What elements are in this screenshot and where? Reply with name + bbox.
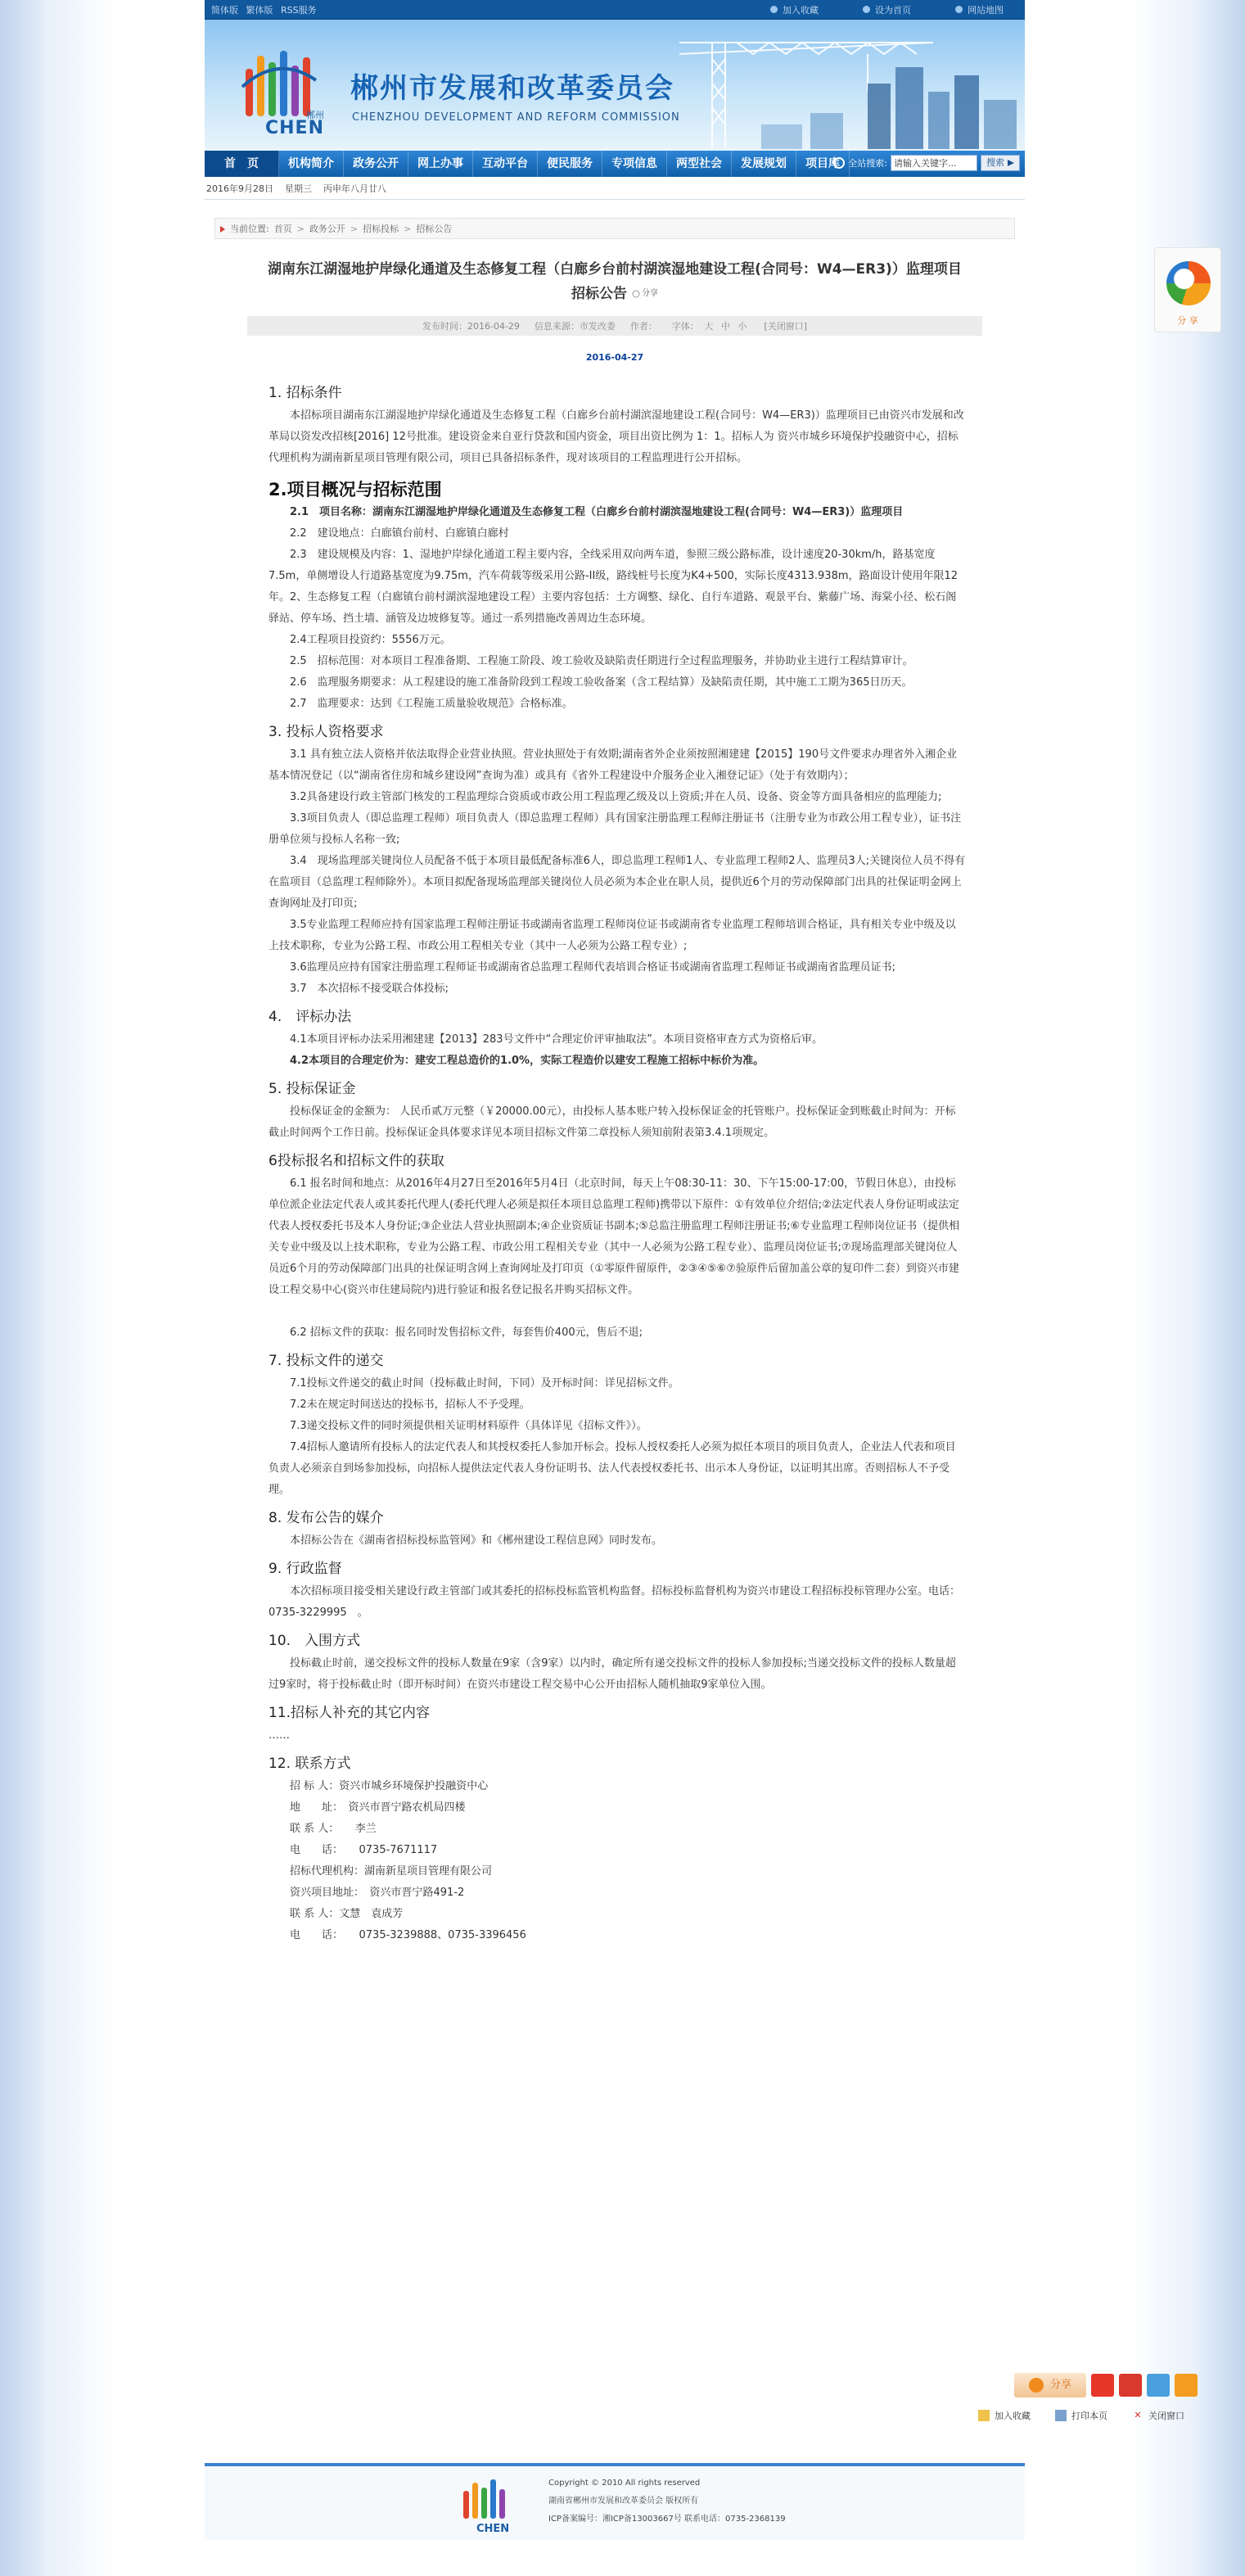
- section-title: 3. 投标人资格要求: [268, 724, 384, 740]
- search-label: 全站搜索:: [848, 158, 887, 169]
- section-title: 12. 联系方式: [268, 1756, 351, 1772]
- section-paragraph: 本招标项目湖南东江湖湿地护岸绿化通道及生态修复工程（白廊乡台前村湖滨湿地建设工程(合同号：W4—ER3)）监理项目已由资兴市发展和改革局以资发改招核[2016] 12号批准。建设资金来自亚行贷款和国内资金，项目出资比例为 1：1。招标人为 资兴市城乡环境保护投融资中心，招标代理机构为湖南新星项目管理有限公司，项目已具备招标条件，现对该项目的工程监理进行公开招标。: [268, 409, 964, 464]
- share-qzone-icon[interactable]: [1147, 2374, 1170, 2397]
- nav-about[interactable]: 机构简介: [279, 151, 344, 177]
- sitemap-icon: [955, 6, 963, 13]
- contact-line: 电 话： 0735-7671117: [290, 1844, 438, 1856]
- footer-copyright: Copyright © 2010 All rights reserved: [548, 2479, 701, 2488]
- section-item: 2.4工程项目投资约：5556万元。: [290, 634, 451, 646]
- add-favorite-tool-label: 加入收藏: [995, 2411, 1031, 2421]
- section-item: 2.7 监理要求：达到《工程施工质量验收规范》合格标准。: [290, 698, 573, 710]
- nav-public-service[interactable]: 便民服务: [538, 151, 602, 177]
- site-title: 郴州市发展和改革委员会: [350, 72, 674, 105]
- breadcrumb-prefix: 当前位置:: [230, 224, 269, 234]
- breadcrumb-separator: >: [404, 223, 412, 234]
- share-renren-icon[interactable]: [1091, 2374, 1114, 2397]
- print-tool-label: 打印本页: [1071, 2411, 1107, 2421]
- section-title: 5. 投标保证金: [268, 1081, 356, 1097]
- contact-info: [268, 1776, 966, 1946]
- close-window-tool-label: 关闭窗口: [1148, 2411, 1184, 2421]
- contact-line: 招 标 人：资兴市城乡环境保护投融资中心: [290, 1780, 489, 1792]
- section-title: 11.招标人补充的其它内容: [268, 1705, 431, 1721]
- section-paragraph: 投标截止时前，递交投标文件的投标人数量在9家（含9家）以内时，确定所有递交投标文件的投标人参加投标;当递交投标文件的投标人数量超过9家时，将于投标截止时（即开标时间）在资兴市建设工程交易中心公开由招标人随机抽取9家单位入围。: [268, 1657, 956, 1691]
- section-item: 7.2未在规定时间送达的投标书，招标人不予受理。: [290, 1399, 530, 1411]
- breadcrumb-separator: >: [350, 223, 359, 234]
- nav-home[interactable]: 首 页: [205, 151, 279, 177]
- section-paragraph: 6.2 招标文件的获取：报名同时发售招标文件，每套售价400元，售后不退;: [290, 1326, 643, 1339]
- close-window-tool[interactable]: [1132, 2409, 1184, 2422]
- share-logo-icon: [1029, 2378, 1044, 2393]
- home-icon: [863, 6, 870, 13]
- section-paragraph: 本招标公告在《湖南省招标投标监管网》和《郴州建设工程信息网》同时发布。: [290, 1534, 663, 1547]
- page-container: [205, 0, 1025, 2576]
- close-window-link[interactable]: [关闭窗口]: [764, 321, 808, 332]
- top-actions: [770, 3, 1018, 16]
- footer-logo: [458, 2474, 524, 2535]
- date-bar: [205, 177, 1025, 200]
- floating-share-label: 分 享: [1177, 315, 1198, 326]
- add-favorite-label: 加入收藏: [783, 4, 819, 16]
- section-item: 4.1本项目评标办法采用湘建建【2013】283号文件中“合理定价评审抽取法”。本项目资格审查方式为资格后审。: [290, 1033, 823, 1046]
- section-item: 2.3 建设规模及内容：1、湿地护岸绿化通道工程主要内容，全线采用双向两车道，参照三级公路标准，设计速度20-30km/h，路基宽度7.5m，单侧增设人行道路基宽度为9.75m，汽车荷载等级采用公路-II级，路线桩号长度为K4+500，实际长度4313.938m，路面设计使用年限12年。2、生态修复工程（白廊镇台前村湖滨湿地建设工程）主要内容包括：土方调整、绿化、自行车道路、观景平台、紫藤广场、海棠小径、松石阁驿站、停车场、挡土墙、涵管及边坡修复等。通过一系列措施改善周边生态环境。: [268, 549, 959, 625]
- breadcrumb: [214, 218, 1015, 239]
- nav-development-plan[interactable]: 发展规划: [732, 151, 796, 177]
- title-share-button[interactable]: [632, 282, 658, 306]
- section-item: 2.2 建设地点：白廊镇台前村、白廊镇白廊村: [290, 527, 509, 540]
- section-item: 3.4 现场监理部关键岗位人员配备不低于本项目最低配备标准6人，即总监理工程师1人、专业监理工程师2人、监理员3人;关键岗位人员不得有在监项目（总监理工程师除外）。本项目拟配备现场监理部关键岗位人员必须为本企业在职人员，提供近6个月的劳动保障部门出具的社保证明金网上查询网址及打印页;: [268, 855, 966, 910]
- breadcrumb-separator: >: [296, 223, 304, 234]
- logo-chen-text: CHEN: [265, 118, 324, 138]
- link-traditional[interactable]: 繁体版: [246, 4, 273, 16]
- font-size-switch: [672, 319, 750, 332]
- article-title-wrap: [237, 257, 992, 306]
- section-item: 7.4招标人邀请所有投标人的法定代表人和其授权委托人参加开标会。投标人授权委托人必须为拟任本项目的项目负责人，企业法人代表和项目负责人必须亲自到场参加投标，向招标人提供法定代表人身份证明书、法人代表授权委托书、出示本人身份证，以证明其出席。否则招标人不予受理。: [268, 1441, 956, 1496]
- article-title: 湖南东江湖湿地护岸绿化通道及生态修复工程（白廊乡台前村湖滨湿地建设工程(合同号：W4—ER3)）监理项目招标公告: [268, 261, 962, 302]
- search-button[interactable]: [981, 155, 1020, 171]
- contact-line: 资兴项目地址： 资兴市晋宁路491-2: [290, 1887, 465, 1899]
- section-item: 3.7 本次招标不接受联合体投标;: [290, 983, 449, 995]
- close-icon: ✕: [1134, 2410, 1142, 2420]
- search-button-label: 搜索: [986, 157, 1004, 168]
- search-icon: [833, 157, 845, 169]
- font-size-small[interactable]: 小: [738, 321, 747, 332]
- header-banner: [205, 20, 1025, 151]
- top-bar: [205, 0, 1025, 20]
- section-paragraph: 6.1 报名时间和地点：从2016年4月27日至2016年5月4日（北京时间，每天上午08:30-11：30、下午15:00-17:00，节假日休息），由投标单位派企业法定代表人或其委托代理人(委托代理人必须是拟任本项目总监理工程师)携带以下原件：①有效单位介绍信;②法定代表人身份证明或法定代表人授权委托书及本人身份证;③企业法人营业执照副本;④企业资质证书副本;⑤总监注册监理工程师注册证书;⑥专业监理工程师岗位证书（提供相关专业中级及以上技术职称，专业为公路工程、市政公用工程相关专业（其中一人必须为公路工程专业）、监理员岗位证书;⑦现场监理部关键岗位人员近6个月的劳动保障部门出具的社保证明含网上查询网址及打印页（①零原件留原件，②③④⑤⑥⑦验原件后留加盖公章的复印件二套）到资兴市建设工程交易中心(资兴市住建局院内)进行验证和报名登记报名并购买招标文件。: [268, 1177, 960, 1296]
- main-nav: [205, 151, 1025, 177]
- set-homepage-label: 设为首页: [875, 4, 911, 16]
- section-item: 3.6监理员应持有国家注册监理工程师证书或湖南省总监理工程师代表培训合格证书或湖南省监理工程师证书或湖南省监理员证书;: [290, 961, 896, 974]
- section-item: 3.5专业监理工程师应持有国家监理工程师注册证书或湖南省监理工程师岗位证书或湖南省专业监理工程师培训合格证，具有相关专业中级及以上技术职称，专业为公路工程、市政公用工程相关专业（其中一人必须为公路工程专业）;: [268, 919, 956, 952]
- font-size-large[interactable]: 大: [704, 321, 714, 332]
- section-title: 7. 投标文件的递交: [268, 1353, 384, 1369]
- floating-share-widget[interactable]: [1154, 247, 1221, 332]
- section-paragraph: 本次招标项目接受相关建设行政主管部门或其委托的招标投标监管机构监督。招标投标监督机构为资兴市建设工程招标投标管理办公室。电话： 0735-3229995 。: [268, 1585, 966, 1619]
- section-title: 9. 行政监督: [268, 1561, 342, 1577]
- section-item: 3.3项目负责人（即总监理工程师）项目负责人（即总监理工程师）具有国家注册监理工程师注册证书（注册专业为市政公用工程专业），证书注册单位须与投标人名称一致;: [268, 812, 962, 846]
- breadcrumb-bidding[interactable]: 招标投标: [363, 224, 399, 234]
- section-item: 7.1投标文件递交的截止时间（投标截止时间，下同）及开标时间：详见招标文件。: [290, 1377, 679, 1390]
- info-source: 信息来源：市发改委: [534, 321, 616, 332]
- favorite-icon: [978, 2410, 990, 2421]
- section-item: 4.2本项目的合理定价为：建安工程总造价的1.0%，实际工程造价以建安工程施工招标中标价为准。: [290, 1055, 765, 1067]
- current-weekday: 星期三: [285, 183, 312, 194]
- nav-two-type-society[interactable]: 两型社会: [667, 151, 732, 177]
- article-meta: [247, 316, 982, 336]
- add-favorite-tool[interactable]: [978, 2409, 1031, 2422]
- share-weibo-icon[interactable]: [1119, 2374, 1142, 2397]
- sitemap-label: 网站地图: [968, 4, 1004, 16]
- share-logo-icon: [1166, 261, 1211, 305]
- article-date: 2016-04-27: [585, 352, 644, 363]
- lunar-date: 丙申年八月廿八: [323, 183, 386, 194]
- share-icon: [632, 290, 640, 298]
- search-input[interactable]: [891, 155, 977, 171]
- section-title: 10. 入围方式: [268, 1633, 361, 1649]
- font-size-label: 字体：: [671, 321, 699, 332]
- publish-time: 发布时间：2016-04-29: [422, 321, 520, 332]
- font-size-medium[interactable]: 中: [720, 321, 730, 332]
- footer-icp: ICP备案编号：湘ICP备13003667号 联系电话：0735-2368139: [548, 2515, 786, 2524]
- section-item: 7.3递交投标文件的同时须提供相关证明材料原件（具体详见《招标文件》）。: [290, 1420, 647, 1432]
- sitemap-link[interactable]: [955, 3, 1004, 16]
- set-homepage-link[interactable]: [863, 3, 911, 16]
- section-title: 2.项目概况与招标范围: [268, 480, 442, 499]
- logo-sub-text: 郴州: [306, 110, 324, 120]
- section-paragraph: 投标保证金的金额为： 人民币贰万元整（￥20000.00元），由投标人基本账户转入投标保证金的托管账户。投标保证金到账截止时间为：开标截止时间两个工作日前。投标保证金具体要求详见本项目招标文件第二章投标人须知前附表第3.4.1项规定。: [268, 1105, 956, 1139]
- language-links: [211, 3, 322, 16]
- site-subtitle: CHENZHOU DEVELOPMENT AND REFORM COMMISSION: [352, 111, 680, 124]
- banner-skyline-graphic: [663, 34, 1023, 149]
- share-button-label: 分享: [1049, 2379, 1071, 2391]
- breadcrumb-gov-affairs[interactable]: 政务公开: [309, 224, 345, 234]
- arrow-right-icon: [1008, 160, 1014, 166]
- share-button[interactable]: [1014, 2373, 1086, 2397]
- site-logo[interactable]: [237, 38, 336, 144]
- section-item: 3.2具备建设行政主管部门核发的工程监理综合资质或市政公用工程监理乙级及以上资质;并在人员、设备、资金等方面具备相应的监理能力;: [290, 791, 942, 803]
- nav-gov-affairs[interactable]: 政务公开: [344, 151, 408, 177]
- footer-text: [548, 2474, 786, 2529]
- nav-interaction[interactable]: 互动平台: [473, 151, 538, 177]
- section-item: 2.1 项目名称：湖南东江湖湿地护岸绿化通道及生态修复工程（白廊乡台前村湖滨湿地建设工程(合同号：W4—ER3)）监理项目: [290, 506, 904, 518]
- site-search: [833, 155, 1020, 171]
- section-item: 2.6 监理服务期要求：从工程建设的施工准备阶段到工程竣工验收备案（含工程结算）及缺陷责任期，其中施工工期为365日历天。: [290, 676, 913, 689]
- contact-line: 联 系 人：文慧 袁成芳: [290, 1908, 404, 1920]
- section-item: 2.5 招标范围：对本项目工程准备期、工程施工阶段、竣工验收及缺陷责任期进行全过程监理服务，并协助业主进行工程结算审计。: [290, 655, 913, 667]
- nav-special-info[interactable]: 专项信息: [602, 151, 667, 177]
- section-title: 4. 评标办法: [268, 1009, 352, 1025]
- contact-line: 电 话： 0735-3239888、0735-3396456: [290, 1929, 526, 1941]
- current-date: 2016年9月28日: [206, 183, 273, 194]
- contact-line: 地 址： 资兴市晋宁路农机局四楼: [290, 1801, 466, 1814]
- print-tool[interactable]: [1055, 2409, 1107, 2422]
- star-icon: [770, 6, 778, 13]
- section-item: 3.1 具有独立法人资格并依法取得企业营业执照。营业执照处于有效期;湖南省外企业须按照湘建建【2015】190号文件要求办理省外入湘企业基本情况登记（以“湖南省住房和城乡建设网”查询为准）或具有《省外工程建设中介服务企业入湘登记证》（处于有效期内）；: [268, 748, 958, 782]
- share-bar: [1014, 2373, 1198, 2397]
- section-title: 8. 发布公告的媒介: [268, 1510, 384, 1526]
- add-favorite-link[interactable]: [770, 3, 819, 16]
- section-paragraph: ……: [268, 1729, 290, 1742]
- title-share-label: 分享: [641, 289, 658, 298]
- author: 作者：: [629, 321, 657, 332]
- contact-line: 招标代理机构：湖南新星项目管理有限公司: [290, 1865, 493, 1878]
- section-title: 6投标报名和招标文件的获取: [268, 1153, 444, 1169]
- breadcrumb-home[interactable]: 首页: [273, 224, 292, 234]
- section-title: 1. 招标条件: [268, 385, 342, 401]
- page-tools: [978, 2409, 1184, 2422]
- nav-project-library[interactable]: 项目库: [796, 151, 850, 177]
- breadcrumb-bid-notice[interactable]: 招标公告: [416, 224, 453, 234]
- footer-owner: 湖南省郴州市发展和改革委员会 版权所有: [548, 2497, 699, 2506]
- footer-logo-chen: CHEN: [476, 2523, 510, 2535]
- link-rss[interactable]: RSS服务: [281, 4, 317, 16]
- print-icon: [1055, 2410, 1067, 2421]
- contact-line: 联 系 人： 李兰: [290, 1823, 377, 1835]
- nav-online-service[interactable]: 网上办事: [408, 151, 473, 177]
- article-content: [268, 381, 966, 1946]
- link-simplified[interactable]: 简体版: [211, 4, 238, 16]
- site-footer: [205, 2463, 1025, 2540]
- share-more-icon[interactable]: [1175, 2374, 1198, 2397]
